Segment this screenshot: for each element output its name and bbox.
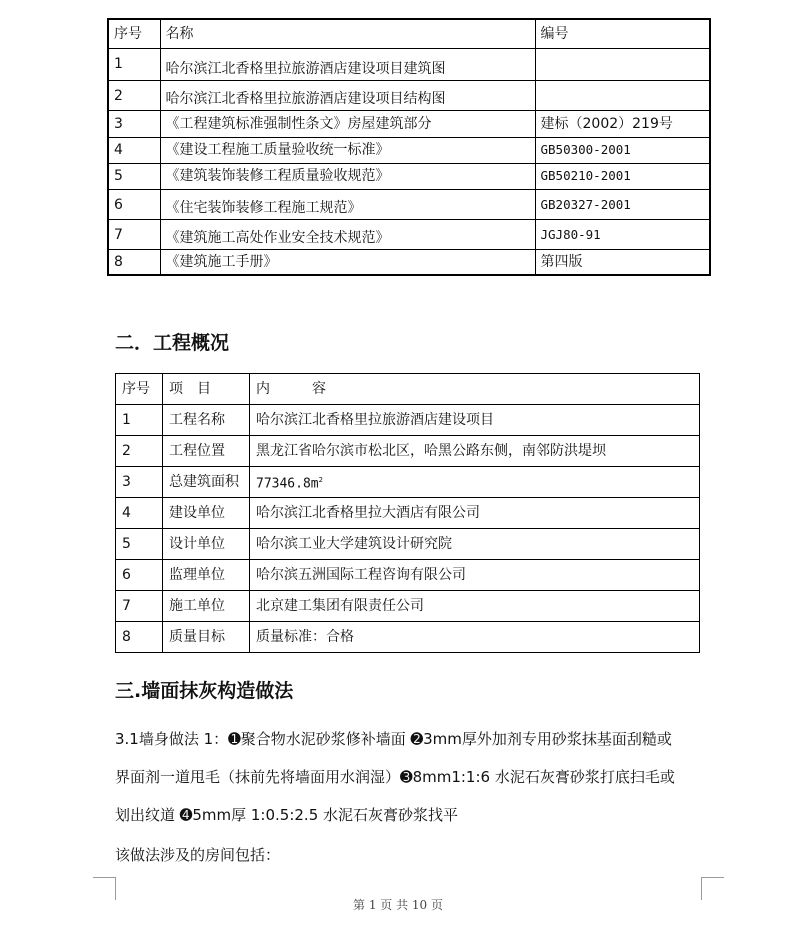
row-name: 《建筑施工手册》	[160, 249, 535, 275]
row-index: 6	[116, 560, 163, 591]
project-overview-table	[115, 373, 700, 653]
row-name: 哈尔滨江北香格里拉旅游酒店建设项目建筑图	[160, 48, 535, 80]
row-index: 2	[108, 80, 160, 110]
table-row	[116, 591, 700, 622]
row-code: JGJ80-91	[535, 219, 710, 249]
section-2-heading: 二．工程概况	[115, 332, 230, 354]
row-name: 《建筑装饰装修工程质量验收规范》	[160, 163, 535, 189]
row-index: 3	[108, 110, 160, 137]
row-code: GB20327-2001	[535, 189, 710, 219]
row-content: 哈尔滨江北香格里拉旅游酒店建设项目	[250, 405, 700, 436]
header-cell-item: 项 目	[163, 374, 250, 405]
table-header-row	[116, 374, 700, 405]
row-name: 《住宅装饰装修工程施工规范》	[160, 189, 535, 219]
row-index: 7	[108, 219, 160, 249]
header-cell-index: 序号	[108, 19, 160, 48]
page-footer: 第 1 页 共 10 页	[353, 898, 443, 912]
row-index: 8	[108, 249, 160, 275]
row-code	[535, 80, 710, 110]
row-item: 建设单位	[163, 498, 250, 529]
row-index: 3	[116, 467, 163, 498]
section-3-heading: 三.墙面抹灰构造做法	[115, 680, 294, 702]
area-value: 77346.8m	[256, 476, 319, 492]
row-item: 工程名称	[163, 405, 250, 436]
table-row	[108, 80, 710, 110]
table-header-row	[108, 19, 710, 48]
row-code	[535, 48, 710, 80]
row-content: 北京建工集团有限责任公司	[250, 591, 700, 622]
row-index: 5	[108, 163, 160, 189]
row-item: 总建筑面积	[163, 467, 250, 498]
paragraph-line: 划出纹道 ➍5mm厚 1:0.5:2.5 水泥石灰膏砂浆找平	[115, 806, 459, 824]
paragraph-line: 3.1墙身做法 1：➊聚合物水泥砂浆修补墙面 ➋3mm厚外加剂专用砂浆抹基面刮糙或	[115, 730, 672, 748]
row-code: GB50210-2001	[535, 163, 710, 189]
header-cell-index: 序号	[116, 374, 163, 405]
table-row	[116, 467, 700, 498]
table-row	[116, 405, 700, 436]
row-index: 7	[116, 591, 163, 622]
row-content	[250, 467, 700, 498]
row-item: 设计单位	[163, 529, 250, 560]
row-content: 黑龙江省哈尔滨市松北区，哈黑公路东侧，南邻防洪堤坝	[250, 436, 700, 467]
row-name: 《建设工程施工质量验收统一标准》	[160, 137, 535, 163]
row-index: 1	[108, 48, 160, 80]
table-row	[108, 189, 710, 219]
rooms-intro-text: 该做法涉及的房间包括：	[115, 846, 281, 864]
row-content: 质量标准：合格	[250, 622, 700, 653]
wall-method-paragraph	[115, 720, 715, 834]
row-name: 《建筑施工高处作业安全技术规范》	[160, 219, 535, 249]
header-cell-name: 名称	[160, 19, 535, 48]
table-row	[108, 219, 710, 249]
reference-standards-table	[107, 18, 711, 276]
table-row	[116, 498, 700, 529]
row-index: 1	[116, 405, 163, 436]
row-item: 施工单位	[163, 591, 250, 622]
table-row	[116, 436, 700, 467]
row-index: 8	[116, 622, 163, 653]
row-content: 哈尔滨五洲国际工程咨询有限公司	[250, 560, 700, 591]
header-cell-content: 内 容	[250, 374, 700, 405]
table-row	[108, 110, 710, 137]
paragraph-line: 界面剂一道甩毛（抹前先将墙面用水润湿）➌8mm1:1:6 水泥石灰膏砂浆打底扫毛或	[115, 768, 675, 786]
row-name: 《工程建筑标准强制性条文》房屋建筑部分	[160, 110, 535, 137]
table-row	[108, 249, 710, 275]
table-row	[108, 48, 710, 80]
area-unit-superscript: 2	[318, 475, 323, 484]
row-item: 质量目标	[163, 622, 250, 653]
row-code: GB50300-2001	[535, 137, 710, 163]
row-content: 哈尔滨江北香格里拉大酒店有限公司	[250, 498, 700, 529]
row-index: 5	[116, 529, 163, 560]
row-index: 6	[108, 189, 160, 219]
table-row	[116, 622, 700, 653]
table-row	[116, 529, 700, 560]
row-item: 工程位置	[163, 436, 250, 467]
row-code: 第四版	[535, 249, 710, 275]
row-code: 建标（2002）219号	[535, 110, 710, 137]
row-index: 4	[116, 498, 163, 529]
header-cell-code: 编号	[535, 19, 710, 48]
row-item: 监理单位	[163, 560, 250, 591]
row-index: 2	[116, 436, 163, 467]
table-row	[108, 163, 710, 189]
table-row	[116, 560, 700, 591]
row-name: 哈尔滨江北香格里拉旅游酒店建设项目结构图	[160, 80, 535, 110]
row-content: 哈尔滨工业大学建筑设计研究院	[250, 529, 700, 560]
row-index: 4	[108, 137, 160, 163]
table-row	[108, 137, 710, 163]
